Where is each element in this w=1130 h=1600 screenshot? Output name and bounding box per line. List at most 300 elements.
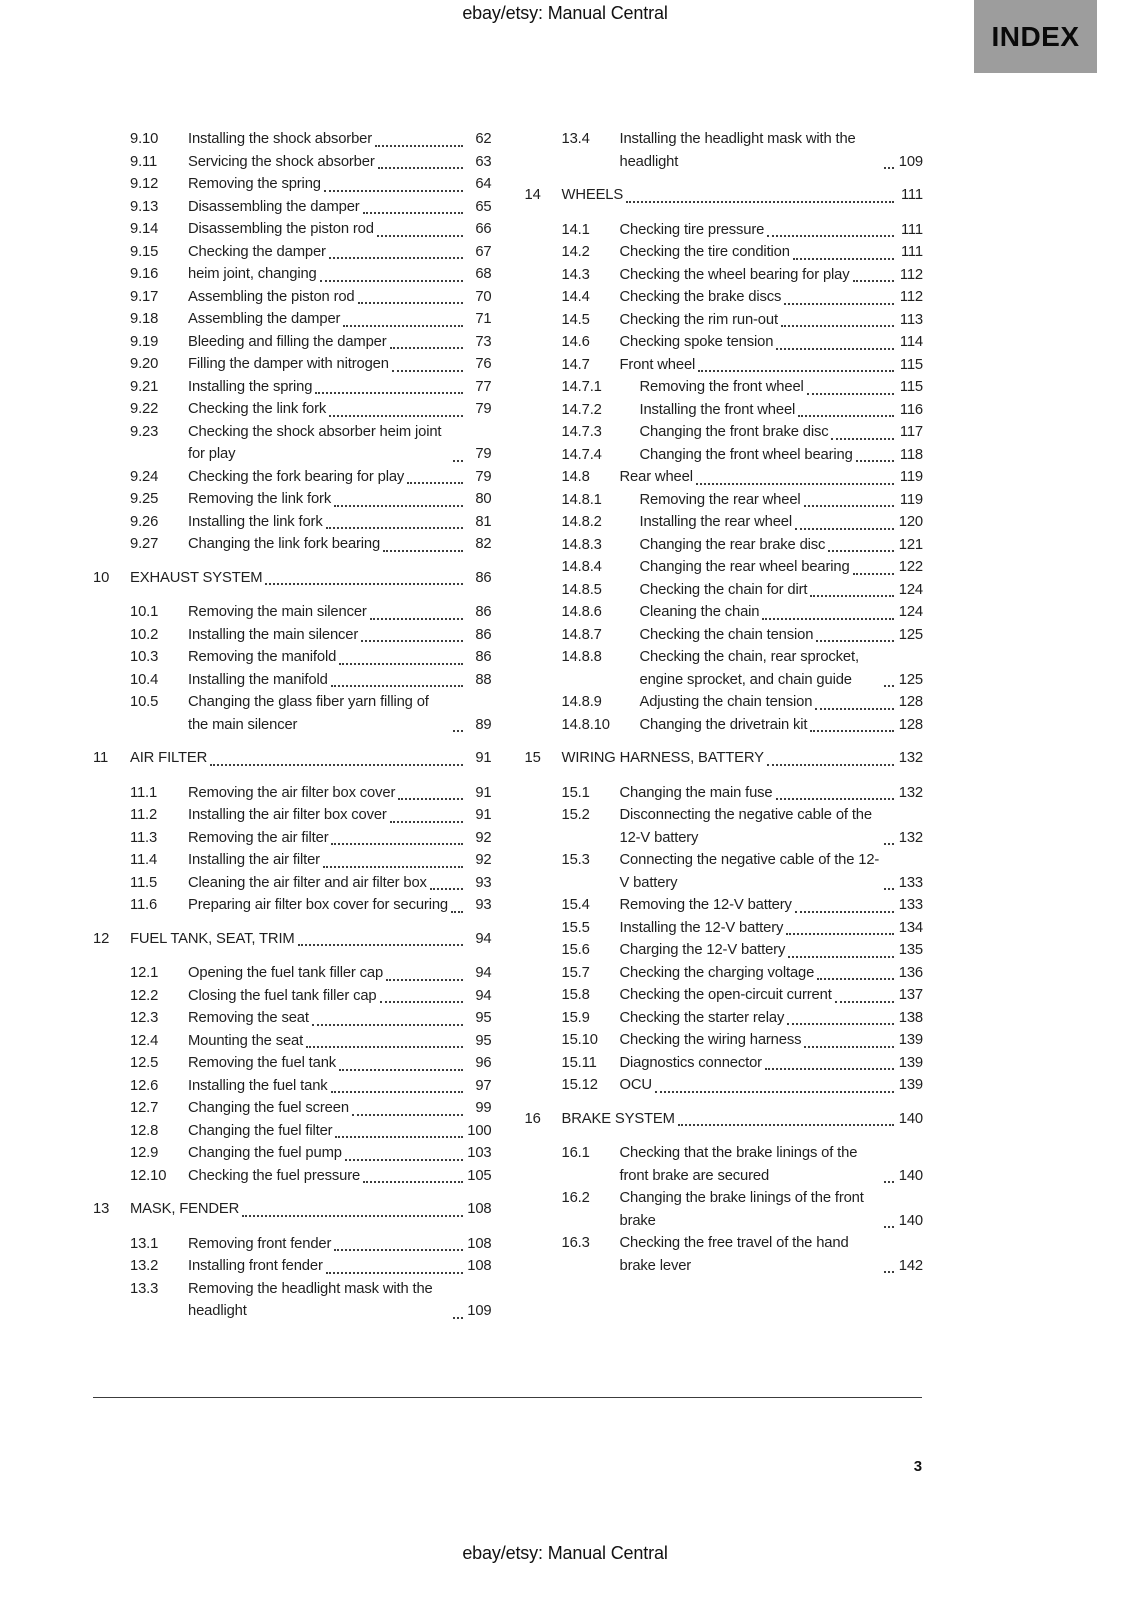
toc-dot-leader: [392, 370, 463, 372]
toc-entry-page: 128: [898, 716, 923, 733]
toc-entry-page: 122: [898, 559, 923, 575]
toc-entry-number: 12.8: [130, 1122, 159, 1139]
toc-entry-number: 14.8.10: [561, 716, 610, 733]
toc-entry-body: [620, 1232, 924, 1277]
toc-dot-leader: [767, 235, 894, 237]
toc-dot-leader: [265, 583, 462, 585]
toc-entry-page: 81: [475, 513, 492, 530]
toc-entry-number: 10: [93, 569, 110, 586]
toc-entry-title: Assembling the damper: [188, 311, 341, 327]
toc-entry-body: [188, 151, 492, 174]
toc-entry-page: 125: [898, 671, 923, 688]
toc-entry-page: 136: [898, 964, 923, 981]
toc-entry-page: 139: [898, 1077, 923, 1093]
toc-dot-leader: [315, 392, 462, 394]
toc-entry-page: 92: [475, 829, 492, 846]
toc-entry-page: 71: [475, 311, 492, 327]
toc-entry-body: [640, 579, 924, 602]
toc-entry-title: Removing the seat: [188, 1010, 309, 1026]
toc-dot-leader: [795, 528, 894, 530]
toc-entry: [525, 691, 924, 714]
toc-entry-body: [188, 1075, 492, 1098]
toc-entry-body: [188, 196, 492, 219]
toc-entry-number: 14.7: [561, 356, 590, 373]
toc-entry: [93, 196, 492, 219]
toc-dot-leader: [386, 979, 462, 981]
toc-dot-leader: [380, 1001, 463, 1003]
toc-entry-body: [188, 421, 492, 466]
toc-dot-leader: [398, 798, 462, 800]
page-header-title: ebay/etsy: Manual Central: [462, 3, 668, 23]
toc-entry: [525, 399, 924, 422]
toc-entry-page: 86: [475, 626, 492, 643]
toc-entry-number: 15.2: [561, 807, 590, 823]
toc-entry-page: 70: [475, 288, 492, 305]
toc-entry-body: [188, 624, 492, 647]
toc-dot-leader: [334, 505, 462, 507]
toc-entry: [93, 1255, 492, 1278]
toc-entry-number: 9.11: [130, 153, 158, 170]
toc-entry-title: Adjusting the chain tension: [639, 694, 813, 710]
toc-dot-leader: [210, 764, 462, 766]
toc-dot-leader: [884, 1271, 894, 1273]
toc-dot-leader: [798, 415, 894, 417]
toc-dot-leader: [815, 708, 894, 710]
toc-entry-title: Changing the fuel pump: [188, 1145, 342, 1161]
toc-entry-title: Checking the damper: [188, 243, 326, 260]
toc-entry-number: 14.1: [561, 221, 590, 238]
toc-entry: [525, 939, 924, 962]
toc-entry-title: Disconnecting the negative cable of the 12-V battery: [619, 807, 872, 846]
toc-entry: [93, 1278, 492, 1323]
toc-entry-page: 73: [475, 333, 492, 350]
toc-entry-title: AIR FILTER: [130, 750, 208, 766]
toc-entry-number: 14: [524, 187, 541, 203]
toc-entry: [525, 331, 924, 354]
toc-dot-leader: [312, 1024, 463, 1026]
toc-entry-body: [188, 962, 492, 985]
toc-entry-title: Checking the chain for dirt: [639, 581, 808, 598]
toc-entry: [525, 1007, 924, 1030]
toc-entry-title: Checking the free travel of the hand brake lever: [619, 1235, 849, 1274]
toc-entry-page: 94: [475, 987, 492, 1004]
toc-dot-leader: [810, 730, 894, 732]
toc-entry-page: 111: [900, 187, 923, 203]
toc-entry-title: Closing the fuel tank filler cap: [188, 987, 377, 1004]
toc-entry-number: 16.3: [561, 1235, 590, 1251]
toc-entry-page: 118: [899, 446, 923, 463]
toc-entry: [93, 308, 492, 331]
toc-dot-leader: [807, 393, 894, 395]
toc-entry-title: Installing the front wheel: [639, 401, 796, 418]
toc-entry-body: [620, 1029, 924, 1052]
toc-entry: [525, 1142, 924, 1187]
toc-entry: [525, 309, 924, 332]
toc-dot-leader: [804, 1046, 894, 1048]
toc-entry-number: 15.11: [561, 1054, 597, 1071]
toc-entry: [525, 849, 924, 894]
toc-dot-leader: [816, 640, 894, 642]
toc-entry-page: 139: [898, 1032, 923, 1048]
toc-entry-number: 9.17: [130, 288, 159, 305]
toc-entry-body: [620, 241, 924, 264]
toc-dot-leader: [884, 843, 894, 845]
toc-entry: [93, 353, 492, 376]
toc-entry-body: [620, 939, 924, 962]
toc-entry-number: 12: [93, 930, 110, 947]
toc-entry-page: 96: [475, 1055, 492, 1071]
toc-entry: [93, 376, 492, 399]
toc-entry: [525, 534, 924, 557]
toc-dot-leader: [810, 595, 894, 597]
toc-dot-leader: [793, 258, 894, 260]
toc-entry-number: 16.1: [561, 1145, 590, 1161]
toc-entry-body: [188, 804, 492, 827]
toc-entry: [525, 1232, 924, 1277]
toc-entry-number: 15.5: [561, 919, 590, 936]
toc-dot-leader: [335, 1136, 462, 1138]
toc-entry-page: 94: [475, 930, 492, 947]
toc-entry-page: 89: [475, 716, 492, 733]
toc-entry-number: 15.4: [561, 897, 590, 913]
toc-entry-title: Checking the fork bearing for play: [188, 468, 405, 485]
toc-entry-page: 64: [475, 176, 492, 192]
toc-entry-page: 91: [475, 784, 492, 801]
toc-entry-title: Changing the link fork bearing: [188, 536, 381, 552]
toc-entry-title: MASK, FENDER: [130, 1201, 240, 1217]
toc-dot-leader: [788, 956, 894, 958]
toc-entry-body: [188, 241, 492, 264]
toc-dot-leader: [358, 302, 463, 304]
toc-entry-page: 137: [898, 987, 923, 1003]
toc-dot-leader: [339, 1069, 462, 1071]
toc-entry-number: 14.8: [561, 469, 590, 485]
toc-dot-leader: [326, 527, 463, 529]
toc-entry-body: [640, 489, 924, 512]
toc-entry-number: 16: [524, 1110, 541, 1127]
toc-entry-number: 12.4: [130, 1032, 159, 1049]
toc-entry-title: Servicing the shock absorber: [188, 153, 375, 170]
toc-dot-leader: [363, 212, 463, 214]
toc-entry-number: 14.8.1: [561, 491, 602, 508]
toc-entry: [525, 1108, 924, 1131]
toc-dot-leader: [698, 370, 894, 372]
toc-entry-number: 15: [524, 750, 541, 766]
toc-entry-title: Connecting the negative cable of the 12-V battery: [619, 852, 880, 891]
toc-dot-leader: [453, 460, 463, 462]
toc-entry: [93, 511, 492, 534]
toc-entry-body: [188, 1278, 492, 1323]
toc-entry-number: 9.20: [130, 356, 159, 372]
toc-entry-title: Checking the chain, rear sprocket, engine sprocket, and chain guide: [639, 649, 859, 688]
toc-entry-number: 12.9: [130, 1145, 159, 1161]
toc-entry-number: 10.3: [130, 649, 159, 665]
toc-entry-body: [620, 128, 924, 173]
toc-entry-page: 140: [898, 1110, 923, 1127]
toc-entry-title: Checking the wheel bearing for play: [619, 266, 850, 283]
toc-entry: [525, 511, 924, 534]
toc-entry: [93, 1142, 492, 1165]
toc-dot-leader: [795, 911, 894, 913]
toc-entry-title: Installing the manifold: [188, 671, 328, 688]
toc-entry-body: [188, 691, 492, 736]
toc-entry-body: [188, 646, 492, 669]
toc-dot-leader: [377, 235, 463, 237]
toc-entry-number: 14.8.4: [561, 559, 602, 575]
toc-entry-number: 14.2: [561, 244, 590, 260]
toc-entry: [525, 1074, 924, 1097]
toc-entry-number: 10.4: [130, 671, 159, 688]
toc-entry-title: Changing the glass fiber yarn filling of the main silencer: [188, 694, 429, 733]
toc-entry-title: Checking the charging voltage: [619, 964, 815, 981]
toc-entry-number: 15.3: [561, 852, 590, 868]
toc-entry-page: 105: [467, 1167, 492, 1184]
toc-dot-leader: [776, 798, 895, 800]
toc-dot-leader: [787, 1023, 894, 1025]
toc-dot-leader: [856, 460, 894, 462]
toc-entry-number: 14.4: [561, 289, 590, 305]
toc-entry-number: 11: [93, 750, 109, 766]
toc-entry-page: 114: [899, 334, 923, 350]
toc-entry-page: 92: [475, 852, 492, 868]
toc-entry: [525, 624, 924, 647]
toc-entry-title: Removing the air filter box cover: [188, 784, 396, 801]
toc-dot-leader: [370, 618, 463, 620]
toc-entry-title: Removing the manifold: [188, 649, 337, 665]
toc-entry: [525, 219, 924, 242]
toc-entry: [525, 579, 924, 602]
toc-entry-page: 94: [475, 965, 492, 981]
toc-entry-page: 77: [475, 378, 492, 395]
toc-entry: [93, 1052, 492, 1075]
toc-entry-page: 76: [475, 356, 492, 372]
toc-entry-body: [188, 872, 492, 895]
toc-entry-body: [188, 488, 492, 511]
toc-entry: [93, 398, 492, 421]
footer-rule: [93, 1397, 922, 1398]
toc-entry-title: Removing the main silencer: [188, 604, 367, 620]
toc-entry: [93, 488, 492, 511]
toc-entry: [93, 1030, 492, 1053]
toc-entry-page: 111: [900, 244, 923, 260]
toc-dot-leader: [767, 764, 894, 766]
toc-entry-title: Installing the air filter box cover: [188, 807, 387, 823]
toc-entry-body: [188, 1052, 492, 1075]
toc-entry: [93, 928, 492, 951]
toc-entry-title: Removing the front wheel: [639, 379, 804, 395]
toc-entry-title: Installing the rear wheel: [639, 514, 793, 530]
toc-entry: [93, 1120, 492, 1143]
toc-entry-page: 112: [899, 266, 923, 283]
toc-entry-body: [188, 128, 492, 151]
toc-entry-title: Filling the damper with nitrogen: [188, 356, 389, 372]
toc-dot-leader: [334, 1249, 462, 1251]
toc-entry-page: 128: [898, 694, 923, 710]
toc-dot-leader: [451, 911, 462, 913]
toc-entry-title: Installing the main silencer: [188, 626, 359, 643]
toc-entry-body: [188, 1255, 492, 1278]
toc-dot-leader: [884, 888, 894, 890]
toc-entry-page: 133: [898, 897, 923, 913]
toc-entry-number: 10.5: [130, 694, 159, 710]
toc-entry-body: [562, 1108, 924, 1131]
toc-entry: [93, 624, 492, 647]
toc-entry-body: [188, 218, 492, 241]
toc-entry-page: 142: [898, 1257, 923, 1274]
toc-entry-body: [188, 1142, 492, 1165]
toc-entry-page: 140: [898, 1212, 923, 1229]
toc-entry: [93, 218, 492, 241]
toc-entry-page: 66: [475, 221, 492, 237]
toc-dot-leader: [331, 843, 462, 845]
toc-entry-body: [188, 1120, 492, 1143]
toc-entry-number: 14.8.7: [561, 626, 602, 643]
toc-entry: [93, 804, 492, 827]
toc-entry-title: Checking the open-circuit current: [619, 987, 832, 1003]
toc-dot-leader: [828, 550, 894, 552]
toc-entry: [93, 747, 492, 770]
toc-entry-number: 9.12: [130, 176, 159, 192]
toc-entry-number: 9.24: [130, 468, 159, 485]
toc-dot-leader: [678, 1124, 894, 1126]
toc-dot-leader: [306, 1046, 462, 1048]
toc-entry-title: Removing front fender: [188, 1235, 332, 1252]
toc-entry: [525, 782, 924, 805]
toc-entry-body: [188, 376, 492, 399]
toc-column: [525, 128, 924, 1323]
toc-entry: [93, 962, 492, 985]
toc-entry-body: [188, 173, 492, 196]
toc-entry-number: 12.10: [130, 1167, 167, 1184]
toc-entry-page: 62: [475, 131, 492, 147]
toc-entry-number: 14.8.2: [561, 514, 602, 530]
toc-entry-page: 99: [475, 1100, 492, 1116]
toc-entry-title: Changing the fuel screen: [188, 1100, 349, 1116]
toc-entry-number: 9.10: [130, 131, 159, 147]
toc-entry-page: 91: [475, 750, 492, 766]
toc-entry-page: 79: [475, 468, 492, 485]
toc-entry: [525, 714, 924, 737]
toc-entry-page: 103: [467, 1145, 492, 1161]
toc-entry-title: Installing the air filter: [188, 852, 320, 868]
toc-dot-leader: [331, 1091, 463, 1093]
toc-dot-leader: [390, 821, 463, 823]
toc-entry-body: [188, 985, 492, 1008]
toc-dot-leader: [884, 685, 894, 687]
toc-entry-title: Checking the rim run-out: [619, 311, 778, 328]
toc-entry: [93, 286, 492, 309]
toc-entry-page: 86: [475, 569, 492, 586]
toc-entry-number: 9.22: [130, 401, 159, 417]
toc-entry-number: 13.4: [561, 131, 590, 147]
toc-entry-body: [620, 1142, 924, 1187]
toc-dot-leader: [884, 1226, 894, 1228]
toc-entry-page: 95: [475, 1032, 492, 1049]
toc-dot-leader: [383, 550, 462, 552]
toc-entry-body: [188, 466, 492, 489]
toc-entry-page: 132: [898, 750, 923, 766]
toc-dot-leader: [765, 1068, 894, 1070]
toc-entry-title: Front wheel: [619, 356, 696, 373]
toc-dot-leader: [762, 618, 894, 620]
toc-entry-page: 138: [898, 1009, 923, 1026]
toc-entry-number: 14.8.8: [561, 649, 602, 665]
toc-dot-leader: [352, 1114, 463, 1116]
toc-entry: [525, 241, 924, 264]
toc-entry-number: 14.8.9: [561, 694, 602, 710]
toc-entry-page: 108: [467, 1258, 492, 1274]
toc-entry-page: 139: [898, 1054, 923, 1071]
toc-entry: [525, 1187, 924, 1232]
toc-entry-page: 79: [475, 401, 492, 417]
toc-entry-page: 108: [467, 1201, 492, 1217]
toc-entry: [93, 1198, 492, 1221]
toc-entry-title: Removing the 12-V battery: [619, 897, 792, 913]
toc-dot-leader: [361, 640, 462, 642]
toc-dot-leader: [343, 325, 462, 327]
index-tab-label: INDEX: [991, 20, 1080, 52]
toc-dot-leader: [835, 1001, 894, 1003]
toc-entry-number: 12.6: [130, 1077, 159, 1094]
toc-dot-leader: [345, 1159, 463, 1161]
toc-entry: [93, 466, 492, 489]
toc-entry: [525, 556, 924, 579]
toc-entry-body: [640, 624, 924, 647]
toc-entry-page: 100: [467, 1122, 492, 1139]
toc-entry-title: Disassembling the piston rod: [188, 221, 374, 237]
toc-entry-page: 91: [475, 807, 492, 823]
toc-entry-number: 14.5: [561, 311, 590, 328]
toc-dot-leader: [453, 1317, 463, 1319]
toc-entry-body: [188, 286, 492, 309]
toc-entry-title: Changing the main fuse: [619, 784, 773, 801]
toc-entry-number: 13.1: [130, 1235, 159, 1252]
toc-entry: [525, 286, 924, 309]
toc-entry-page: 124: [898, 604, 923, 620]
toc-entry-number: 13.2: [130, 1258, 159, 1274]
toc-entry-body: [188, 353, 492, 376]
toc-column: [93, 128, 492, 1323]
toc-entry-number: 9.18: [130, 311, 159, 327]
toc-dot-leader: [320, 280, 463, 282]
toc-entry-body: [130, 747, 492, 770]
toc-entry: [93, 872, 492, 895]
toc-entry-title: Disassembling the damper: [188, 198, 360, 215]
toc-entry-page: 119: [899, 491, 923, 508]
toc-entry-title: Bleeding and filling the damper: [188, 333, 387, 350]
toc-entry-title: Changing the rear brake disc: [639, 536, 826, 553]
toc-entry-title: Installing the spring: [188, 378, 313, 395]
toc-entry-title: Checking spoke tension: [619, 334, 774, 350]
toc-entry-title: Checking tire pressure: [619, 221, 765, 238]
toc-entry-title: Removing the air filter: [188, 829, 329, 846]
toc-entry-body: [640, 421, 924, 444]
page-number: 3: [913, 1458, 922, 1475]
toc-entry-title: Removing the headlight mask with the headlight: [188, 1280, 433, 1319]
toc-entry-page: 132: [898, 784, 923, 801]
toc-entry: [93, 128, 492, 151]
toc-entry: [93, 241, 492, 264]
toc-dot-leader: [781, 325, 894, 327]
toc-entry: [93, 894, 492, 917]
toc-entry-body: [620, 331, 924, 354]
toc-entry-page: 93: [475, 874, 492, 891]
toc-entry-title: Changing the front brake disc: [639, 424, 829, 440]
toc-entry: [93, 782, 492, 805]
toc-entry-number: 14.6: [561, 334, 590, 350]
toc-entry-title: Preparing air filter box cover for securing: [188, 897, 449, 913]
toc-dot-leader: [329, 415, 462, 417]
